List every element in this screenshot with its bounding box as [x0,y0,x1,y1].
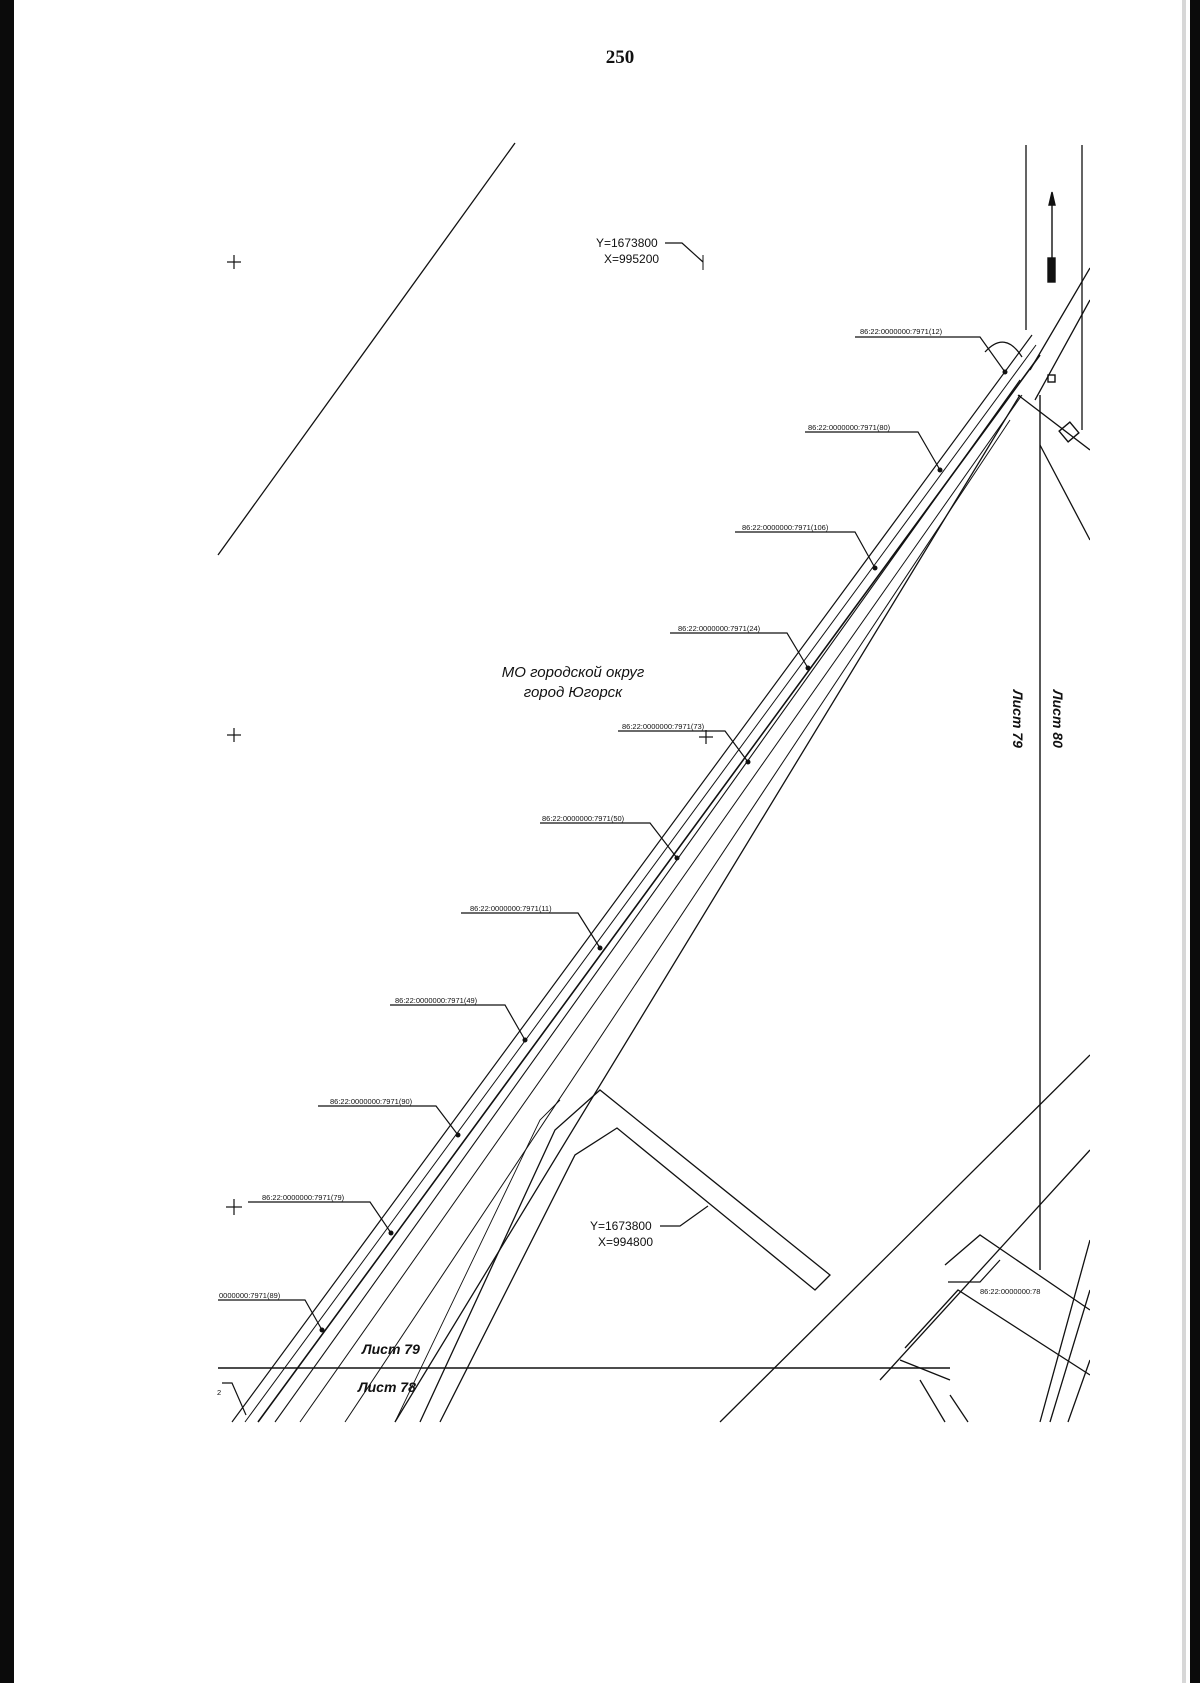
parcel-label-73: 86:22:0000000:7971(73) [622,722,705,731]
corridor-line-2 [245,345,1036,1422]
coord-2-x: X=994800 [598,1235,654,1249]
parcel-callouts [218,337,1005,1415]
parcel-label-80: 86:22:0000000:7971(80) [808,423,891,432]
corridor-line-6 [345,420,1010,1422]
boundary-line-northwest [218,143,515,555]
structure-l-shape-outline [395,1100,560,1422]
parcel-label-49: 86:22:0000000:7971(49) [395,996,478,1005]
parcel-label-79: 86:22:0000000:7971(79) [262,1193,345,1202]
parcel-label-89: 0000000:7971(89) [219,1291,281,1300]
sheet-label-right-80: Лист 80 [1050,690,1066,748]
parcel-label-50: 86:22:0000000:7971(50) [542,814,625,823]
building-outline-2 [905,1290,1090,1375]
diagonal-southeast-2 [880,1150,1090,1380]
diagonal-southeast-1 [720,1055,1090,1422]
area-label-line2: город Югорск [523,684,623,701]
parcel-label-11: 86:22:0000000:7971(11) [470,904,552,913]
parcel-label-24: 86:22:0000000:7971(24) [678,624,761,633]
map-linework [218,143,1090,1422]
corridor-end-cap [985,342,1022,357]
survey-mark-square [1048,375,1055,382]
coord-2-y: Y=1673800 [590,1219,652,1233]
coord-1-y: Y=1673800 [596,236,658,250]
building-outline-4 [1050,1290,1090,1422]
parcel-label-78: 86:22:0000000:78 [980,1287,1041,1296]
building-outline-8 [950,1395,968,1422]
parcel-label-12: 86:22:0000000:7971(12) [860,327,943,336]
coord-callout-1 [596,236,703,270]
building-outline-7 [920,1380,945,1422]
page-number: 250 [605,47,635,68]
building-outline-1 [945,1235,1090,1310]
coord-1-x: X=995200 [604,252,660,266]
area-label-line1: МО городской округ [501,664,645,681]
road-arrow-head [1049,192,1055,205]
building-outline-3 [1040,1240,1090,1422]
sheet-label-top: Лист 79 [362,1341,420,1357]
road-side-line [1018,395,1090,450]
edge-mark-2: 2 [217,1388,222,1397]
coord-callout-2 [590,1206,708,1249]
sheet-label-bottom: Лист 78 [358,1379,416,1395]
building-outline-6 [900,1360,950,1380]
corridor-line-4 [275,380,1020,1422]
road-side-line-2 [1040,445,1090,540]
corridor-line-1 [232,335,1032,1422]
corridor-line-3 [258,355,1040,1422]
sheet-label-right-79: Лист 79 [1010,690,1026,748]
corridor-line-5 [300,395,1022,1422]
road-symbol-group [1048,192,1079,442]
grid-crosses [226,255,713,1215]
structure-l-shape [420,1090,830,1422]
parcel-label-90: 86:22:0000000:7971(90) [330,1097,413,1106]
parcel-points [320,370,1008,1333]
parcel-label-106: 86:22:0000000:7971(106) [742,523,829,532]
building-outline-5 [1068,1360,1090,1422]
road-marker [1048,258,1055,282]
